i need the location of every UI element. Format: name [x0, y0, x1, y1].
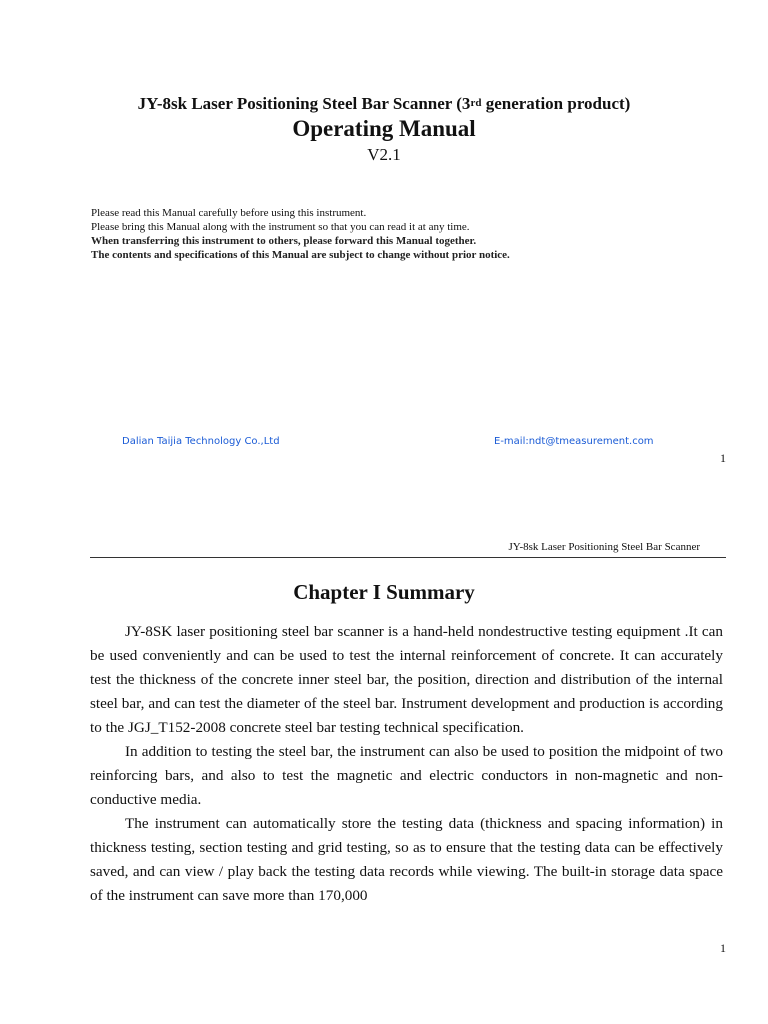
- manual-title-superscript: rd: [470, 97, 482, 109]
- manual-title-end: generation product): [481, 94, 631, 113]
- notice-line-2: Please bring this Manual along with the instrument so that you can read it at any time.: [91, 221, 470, 233]
- chapter-body: [90, 620, 723, 908]
- cover-page-number: 1: [720, 451, 726, 465]
- page-number: 1: [720, 941, 726, 955]
- notice-line-1: Please read this Manual carefully before using this instrument.: [91, 207, 367, 219]
- manual-title-main: JY-8sk Laser Positioning Steel Bar Scanner (3: [137, 94, 471, 113]
- notice-line-3: When transferring this instrument to others, please forward this Manual together.: [91, 235, 477, 247]
- contact-email: E-mail:ndt@tmeasurement.com: [494, 436, 654, 447]
- paragraph-2: In addition to testing the steel bar, the instrument can also be used to position the midpoint of two reinforcing bars, and also to test the magnetic and electric conductors in non-magnetic and non-conductive media.: [90, 743, 723, 808]
- chapter-title: Chapter I Summary: [293, 580, 475, 604]
- header-divider: [90, 557, 726, 558]
- paragraph-3: The instrument can automatically store the testing data (thickness and spacing information) in thickness testing, section testing and grid testing, so as to ensure that the testing data can be effectively saved, and can view / play back the testing data records while viewing. The built-in storage data space of the instrument can save more than 170,000: [90, 815, 723, 904]
- manual-version: V2.1: [367, 145, 401, 164]
- company-name: Dalian Taijia Technology Co.,Ltd: [122, 436, 280, 447]
- manual-title: [0, 94, 768, 114]
- manual-subtitle: Operating Manual: [292, 116, 476, 141]
- notice-line-4: The contents and specifications of this Manual are subject to change without prior notice.: [91, 249, 510, 261]
- paragraph-1: JY-8SK laser positioning steel bar scanner is a hand-held nondestructive testing equipment .It can be used conveniently and can be used to test the internal reinforcement of concrete. It can accurately test the thickness of the concrete inner steel bar, the position, direction and distribution of the internal steel bar, and can test the diameter of the steel bar. Instrument development and production is according to the JGJ_T152-2008 concrete steel bar testing technical specification.: [90, 623, 723, 736]
- running-header: JY-8sk Laser Positioning Steel Bar Scanner: [508, 541, 700, 553]
